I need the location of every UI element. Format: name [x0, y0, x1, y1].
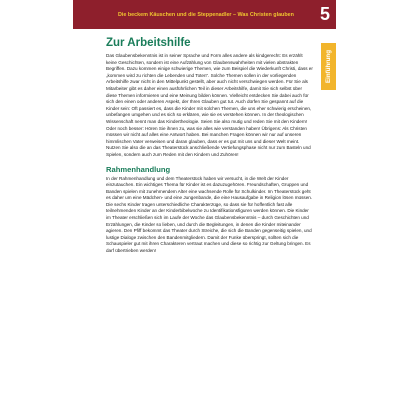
section-body-arbeitshilfe: Das Glaubensbekenntnis ist in seiner Sprache und Form alles andere als kindgerecht: Es erzählt keine Geschichten, sondern ist eine Aufzählung von Glaubenswahrheiten mit vielen abstrakten Begriffen. Dazu kommen einige schwierige Themen, wie zum Beispiel die Wiederkunft Christi, dass er „kommen wird zu richten die Lebenden und Toten“. Solche Themen sollen in der vorliegenden Arbeitshilfe zwar nicht in den Mittelpunkt gestellt, aber auch nicht verschwiegen werden. Für Sie als Mitarbeiter gibt es daher einen ausführlichen Teil in dieser Arbeitshilfe, damit Sie sich selbst über diese Themen informieren und eine Meinung bilden können. Vielleicht entdecken Sie dabei auch für sich den einen oder anderen Aspekt, der Ihren Glauben gut tut. Auch dürfen Sie gespannt auf die Kinder sein: Oft passiert es, dass die Kinder mit solchen Themen, die uns eher schwierig erscheinen, unbefangen umgehen und es sich so erklären, wie sie es verstehen können. In der theologischen Wissenschaft nennt man das Kindertheologie. Seien Sie also mutig und reden Sie mit den Kindern! Oder noch besser: Hören Sie ihnen zu, was sie alles wie verstanden haben! Übrigens: Als Christen müssen wir nicht auf alles eine Antwort haben. Bei manchen Fragen können wir nur auf unseren himmlischen Vater verweisen und daran glauben, dass er es gut mit uns und dieser Welt meint. Nutzen Sie also die an das Theaterstück anschließende Vertiefungsphase nicht nur zum Basteln und Spielen, sondern auch zum Reden mit den Kindern und Zuhören! [106, 53, 313, 157]
side-tab-label: Einführung [325, 50, 332, 83]
page-content [106, 36, 314, 255]
page-number: 5 [319, 4, 330, 24]
section-body-rahmenhandlung: In der Rahmenhandlung und dem Theaterstück haben wir versucht, in die Welt der Kinder einzutauchen. Ein wichtiges Thema für Kinder ist es dazuzugehören. Freundschaften, Gruppen und Banden spielen mit zunehmendem Alter eine wachsende Rolle für Schulkinder. Im Theaterstück geht es daher um eine Mädchen- und eine Jungenbande, die eine Hausaufgabe in Religion lösen müssen. Die sechs Kinder tragen unterschiedliche Charakterzüge, so dass sie für hoffentlich fast alle teilnehmenden Kinder an der Kinderbibelwoche zu Identifikationsfiguren werden können. Die Kinder im Theater erschließen sich im Laufe der Woche das Glaubensbekenntnis – durch Geschichten und Erzählungen, die Kinder so lieben, und durch die Begleitungen, in denen die Kinder miteinander agieren. Den Pfiff bekommt das Theater durch Streiche, die sich die Banden gegenseitig spielen, und lustige Dialoge zwischen den Bandenmitgliedern. Damit der Funke überspringt, sollten sich die Schauspieler gut mit ihren Charakteren vertraut machen und diese so richtig zur Geltung bringen. Es darf übertrieben werden! [106, 175, 313, 254]
section-heading-arbeitshilfe: Zur Arbeitshilfe [106, 37, 191, 49]
page-header [73, 0, 336, 29]
section-heading-rahmenhandlung: Rahmenhandlung [106, 164, 171, 174]
section-side-tab [321, 43, 336, 90]
header-title: Die beckem Käuschen und die Steppenadler – Was Christen glauben [118, 11, 294, 18]
